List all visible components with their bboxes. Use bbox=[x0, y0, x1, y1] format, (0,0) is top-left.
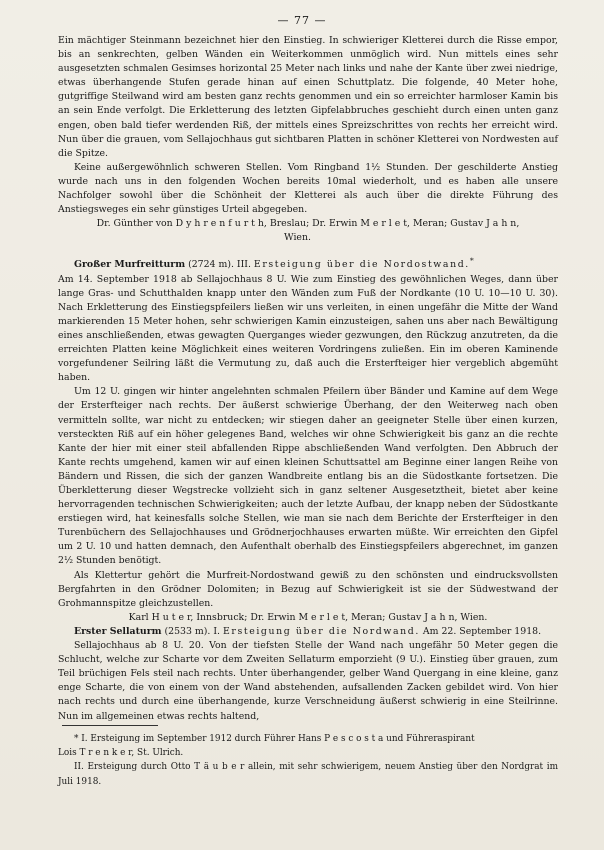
footnote-divider bbox=[62, 725, 158, 726]
footnotes bbox=[58, 732, 558, 789]
footnote-marker: * bbox=[469, 256, 474, 266]
heading-altitude: (2724 m). III. bbox=[185, 259, 254, 271]
page-number: — 77 — bbox=[277, 14, 327, 27]
section-gap bbox=[58, 245, 558, 254]
footnote-2: II. Ersteigung durch Otto T ä u b e r allein, mit sehr schwierigem, neuem Anstieg über den Nordgrat im Juli 1918. bbox=[58, 762, 558, 787]
paragraph-route-summary: Keine außergewöhnlich schweren Stellen. Vom Ringband 1½ Stunden. Der geschilderte Anstieg wurde nach uns in den folgenden Wochen bereits 10mal wiederholt, und es haben alle unsere Nachfolger sowohl über die Schönheit der Kletterei als auch über die direkte Führung des Anstiegsweges ein sehr günstiges Urteil abgegeben. bbox=[58, 161, 558, 216]
heading-spaced-text: Ersteigung über die Nordostwand. bbox=[253, 259, 470, 271]
paragraph-sellaturm-1: Sellajochhaus ab 8 U. 20. Von der tiefsten Stelle der Wand nach ungefähr 50 Meter gegen die Schlucht, welche zur Scharte vor dem Zweiten Sellaturm emporzieht (9 U.). Einstieg über grauen, zum Teil brüchigen Fels steil nach rechts. Unter überhangender, gelber Wand Quergang in eine kleine, ganz enge Scharte, die von einem von der Wand abstehenden, aufsallenden Zacken gebildet wird. Von hier nach rechts und durch eine überhangende, kurze Verschneidung äußerst schwierig in eine Steilrinne. Nun im allgemeinen etwas rechts haltend, bbox=[58, 640, 558, 722]
paragraph-murfreit-1: Am 14. September 1918 ab Sellajochhaus 8 U. Wie zum Einstieg des gewöhnlichen Weges, dann über lange Gras- und Schutthalden knapp unter den Wänden zum Fuß der Nordkante (10 U. 10—10 U. 30). Nach Erkletterung des Einstiegspfeilers ließen wir uns verleiten, in einen ungefähr die Mitte der Wand markierenden 15 Meter hohen, sehr schwierigen Kamin einzusteigen, sahen uns aber nach Bewältigung eines anschließenden, etwas gewagten Querganges wieder gezwungen, den Rückzug anzutreten, da die erreichten Platten keine Möglichkeit eines weiteren Vordringens zuließen. Ein im oberen Kaminende vorgefundener Seilring läßt die Vermutung zu, daß auch die Ersterfteiger hier vergeblich abgemüht haben. bbox=[58, 273, 558, 384]
signature-line-continued: Wien. bbox=[284, 232, 311, 244]
section-heading-murfreitturm bbox=[58, 254, 558, 272]
heading-title: Erster Sellaturm bbox=[74, 625, 162, 637]
paragraph-murfreit-3: Als Klettertur gehört die Murfreit-Nordostwand gewiß zu den schönsten und eindrucksvollsten Bergfahrten in den Grödner Dolomiten; in Bezug auf Schwierigkeit ist sie der Südwestwand der Grohmannspitze gleichzustellen. bbox=[58, 569, 558, 609]
signature-line: Dr. Günther von D y h r e n f u r t h, Breslau; Dr. Erwin M e r l e t, Meran; Gustav J a h n, bbox=[96, 218, 520, 230]
main-text bbox=[58, 34, 558, 724]
heading-altitude: (2533 m). I. bbox=[161, 625, 223, 637]
paragraph-murfreit-2: Um 12 U. gingen wir hinter angelehnten schmalen Pfeilern über Bänder und Kamine auf dem Wege der Ersterfteiger nach rechts. Der äußerst schwierige Überhang, der den Weiterweg nach oben vermitteln sollte, war nicht zu entdecken; wir stiegen daher an geeigneter Stelle über einen kurzen, versteckten Riß auf ein höher gelegenes Band, welches wir ohne Schwierigkeit bis ganz an die rechte Kante der hier mit einer steil abfallenden Rippe abschließenden Wand verfolgten. Den Abbruch der Kante rechts umgehend, kamen wir auf einen kleinen Schuttsattel am Beginne einer langen Reihe von Bändern und Rissen, die sich der ganzen Wandbreite entlang bis an die Südostkante fortsetzen. Die Überkletterung dieser Wegstrecke vollzieht sich in ganz seltener Ausgesetztheit, bietet aber keine hervorragenden technischen Schwierigkeiten; auch der letzte Aufbau, der knapp neben der Südostkante erstiegen wird, hat keinesfalls solche Stellen, wie man sie nach dem Berichte der Ersterfteiger in den Turenbüchern des Sellajochhauses und Grödnerjochhauses erwarten müßte. Wir erreichten den Gipfel um 2 U. 10 und hatten demnach, den Aufenthalt oberhalb des Einstiegspfeilers abgerechnet, im ganzen 2½ Stunden benötigt. bbox=[58, 386, 558, 567]
signature-line-2: Karl H u t e r, Innsbruck; Dr. Erwin M e r l e t, Meran; Gustav J a h n, Wien. bbox=[128, 611, 488, 623]
footnote-1: * I. Ersteigung im September 1912 durch Führer Hans P e s c o s t a und Führeraspirant bbox=[74, 734, 475, 744]
paragraph-route-description: Ein mächtiger Steinmann bezeichnet hier den Einstieg. In schwieriger Kletterei durch die Risse empor, bis an senkrechten, gelben Wänden ein Weiterkommen unmöglich wird. Nun mittels eines sehr ausgesetzten schmalen Gesimses horizontal 25 Meter nach links und nahe der Kante über zwei niedrige, etwas überhangende Stufen gerade hinan auf einen Schuttplatz. Die folgende, 40 Meter hohe, gutgriffige Steilwand wird am besten ganz rechts genommen und ein so erreichter harmloser Kamin bis an sein Ende verfolgt. Die Erkletterung des letzten Gipfelabbruches geschieht durch einen unten ganz engen, oben bald tiefer werdenden Riß, der mittels eines Spreizschrittes von rechts her erreicht wird. Nun über die grauen, vom Sellajochhaus gut sichtbaren Platten in schöner Kletterei von Nordwesten auf die Spitze. bbox=[58, 35, 558, 159]
heading-title: Großer Murfreitturm bbox=[74, 259, 186, 271]
section-heading-sellaturm bbox=[58, 625, 558, 639]
heading-spaced-text: Ersteigung über die Nordwand. bbox=[222, 625, 420, 637]
footnote-1-continued: Lois T r e n k e r, St. Ulrich. bbox=[58, 748, 184, 759]
heading-date: Am 22. September 1918. bbox=[419, 625, 542, 637]
